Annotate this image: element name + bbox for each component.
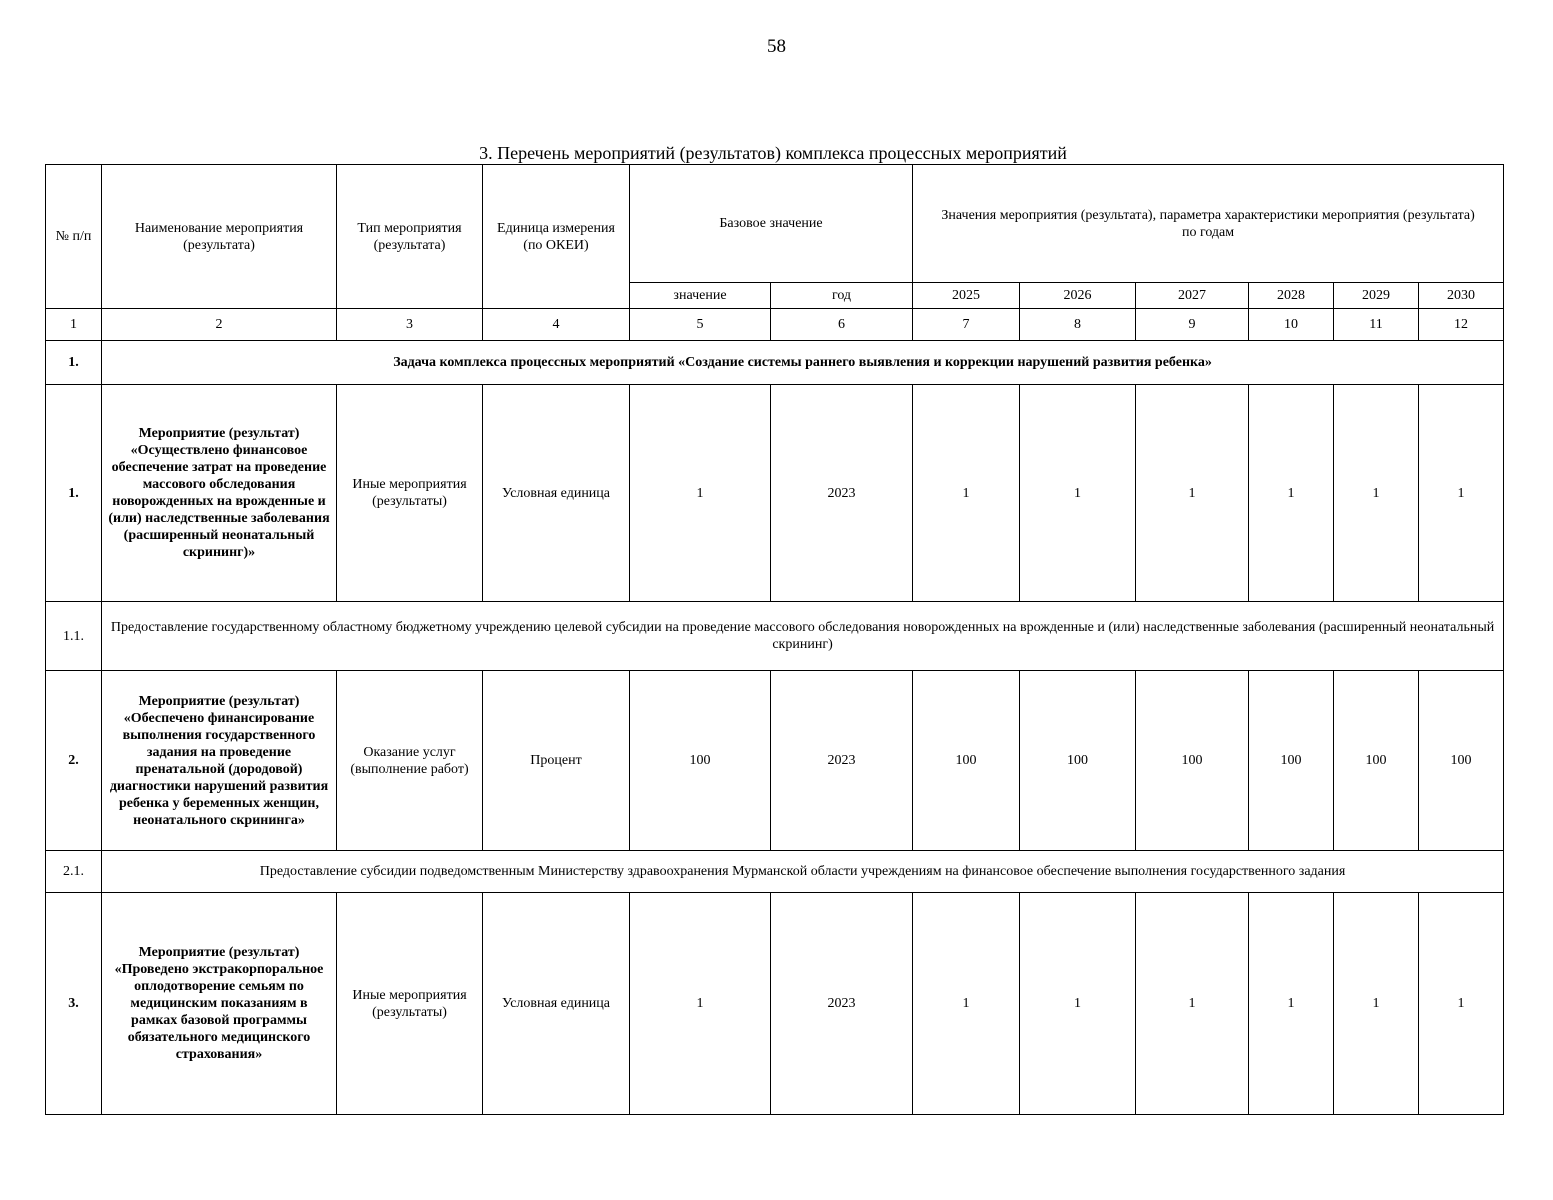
row-type: Иные мероприятия (результаты) (337, 385, 483, 602)
row-value-2030: 100 (1419, 671, 1504, 851)
header-year: 2029 (1334, 283, 1419, 309)
row-base-value: 100 (630, 671, 771, 851)
header-row (46, 165, 1504, 283)
row-value-2029: 100 (1334, 671, 1419, 851)
row-value-2027: 100 (1136, 671, 1249, 851)
header-unit: Единица измерения (по ОКЕИ) (483, 165, 630, 309)
row-value-2028: 100 (1249, 671, 1334, 851)
sub-text: Предоставление субсидии подведомственным Министерству здравоохранения Мурманской области учреждениям на финансовое обеспечение выполнения государственного задания (102, 851, 1504, 893)
row-value-2027: 1 (1136, 385, 1249, 602)
activities-table (45, 164, 1504, 1115)
row-value-2026: 100 (1020, 671, 1136, 851)
header-year: 2025 (913, 283, 1020, 309)
row-value-2025: 1 (913, 893, 1020, 1115)
col-number: 2 (102, 309, 337, 341)
table-row (46, 893, 1504, 1115)
row-num: 3. (46, 893, 102, 1115)
header-type: Тип мероприятия (результата) (337, 165, 483, 309)
sub-num: 1.1. (46, 602, 102, 671)
header-base: Базовое значение (630, 165, 913, 283)
row-value-2030: 1 (1419, 385, 1504, 602)
task-text: Задача комплекса процессных мероприятий «Создание системы раннего выявления и коррекции нарушений развития ребенка» (102, 341, 1504, 385)
header-values: Значения мероприятия (результата), параметра характеристики мероприятия (результата) по годам (913, 165, 1504, 283)
task-row (46, 341, 1504, 385)
page-number: 58 (767, 36, 786, 57)
header-year: 2028 (1249, 283, 1334, 309)
table-row (46, 671, 1504, 851)
table-row (46, 385, 1504, 602)
header-num: № п/п (46, 165, 102, 309)
row-name: Мероприятие (результат) «Проведено экстракорпоральное оплодотворение семьям по медицинским показаниям в рамках базовой программы обязательного медицинского страхования» (102, 893, 337, 1115)
row-base-year: 2023 (771, 671, 913, 851)
row-name: Мероприятие (результат) «Осуществлено финансовое обеспечение затрат на проведение массового обследования новорожденных на врожденные и (или) наследственные заболевания (расширенный неонатальный скрининг)» (102, 385, 337, 602)
row-value-2025: 100 (913, 671, 1020, 851)
sub-row (46, 602, 1504, 671)
row-type: Оказание услуг (выполнение работ) (337, 671, 483, 851)
col-number: 9 (1136, 309, 1249, 341)
header-base-year: год (771, 283, 913, 309)
sub-row (46, 851, 1504, 893)
header-name: Наименование мероприятия (результата) (102, 165, 337, 309)
row-name: Мероприятие (результат) «Обеспечено финансирование выполнения государственного задания на проведение пренатальной (дородовой) диагностики нарушений развития ребенка у беременных женщин, неонатального скрининга» (102, 671, 337, 851)
row-num: 1. (46, 385, 102, 602)
row-base-year: 2023 (771, 893, 913, 1115)
row-value-2028: 1 (1249, 385, 1334, 602)
row-unit: Условная единица (483, 385, 630, 602)
row-value-2025: 1 (913, 385, 1020, 602)
col-number: 12 (1419, 309, 1504, 341)
header-year: 2026 (1020, 283, 1136, 309)
row-value-2026: 1 (1020, 385, 1136, 602)
header-base-value: значение (630, 283, 771, 309)
col-number: 3 (337, 309, 483, 341)
row-value-2026: 1 (1020, 893, 1136, 1115)
sub-num: 2.1. (46, 851, 102, 893)
col-number: 7 (913, 309, 1020, 341)
row-value-2029: 1 (1334, 385, 1419, 602)
row-base-value: 1 (630, 385, 771, 602)
header-year: 2030 (1419, 283, 1504, 309)
row-value-2028: 1 (1249, 893, 1334, 1115)
col-number: 8 (1020, 309, 1136, 341)
row-base-year: 2023 (771, 385, 913, 602)
col-number: 4 (483, 309, 630, 341)
col-number: 5 (630, 309, 771, 341)
row-base-value: 1 (630, 893, 771, 1115)
row-value-2027: 1 (1136, 893, 1249, 1115)
table-title: 3. Перечень мероприятий (результатов) комплекса процессных мероприятий (479, 143, 1067, 163)
row-value-2030: 1 (1419, 893, 1504, 1115)
row-value-2029: 1 (1334, 893, 1419, 1115)
row-unit: Процент (483, 671, 630, 851)
row-type: Иные мероприятия (результаты) (337, 893, 483, 1115)
col-number: 11 (1334, 309, 1419, 341)
col-number: 6 (771, 309, 913, 341)
row-num: 2. (46, 671, 102, 851)
col-number: 10 (1249, 309, 1334, 341)
column-numbers-row (46, 309, 1504, 341)
row-unit: Условная единица (483, 893, 630, 1115)
col-number: 1 (46, 309, 102, 341)
header-year: 2027 (1136, 283, 1249, 309)
sub-text: Предоставление государственному областному бюджетному учреждению целевой субсидии на проведение массового обследования новорожденных на врожденные и (или) наследственные заболевания (расширенный неонатальный скрининг) (102, 602, 1504, 671)
task-num: 1. (46, 341, 102, 385)
